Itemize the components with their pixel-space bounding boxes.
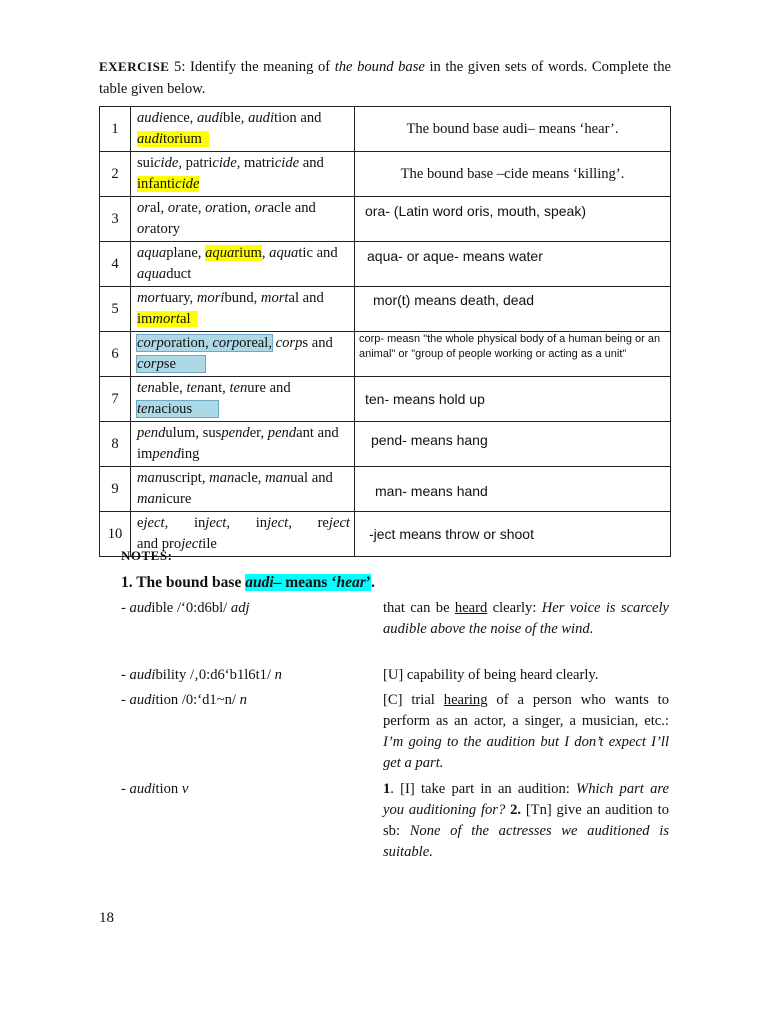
word-set: tenable, tenant, tenure and tenacious (131, 377, 355, 422)
word-set: pendulum, suspender, pendant and impending (131, 422, 355, 467)
row-number: 9 (100, 467, 131, 512)
row-number: 4 (100, 242, 131, 287)
table-row (100, 242, 671, 287)
table-row (100, 152, 671, 197)
row-number: 5 (100, 287, 131, 332)
section-title: 1. The bound base audi– means ‘hear’. (121, 574, 375, 591)
table-row (100, 377, 671, 422)
row-number: 2 (100, 152, 131, 197)
table-row (100, 287, 671, 332)
exercise-number: 5 (174, 59, 182, 75)
table-row (100, 467, 671, 512)
dictionary-definition: [C] trial hearing of a person who wants to perform as an actor, a singer, a musician, etc.: I’m going to the audition but I don’t expect I’ll get a part. (383, 692, 669, 771)
word-set: eject, inject, inject, reject and projectile (131, 512, 355, 557)
word-set: corporation, corporeal, corps and corpse (131, 332, 355, 377)
dictionary-definition: that can be heard clearly: Her voice is scarcely audible above the noise of the wind. (383, 600, 669, 637)
exercise-table (99, 106, 671, 557)
meaning-cell[interactable]: aqua- or aque- means water (355, 242, 671, 287)
table-row (100, 197, 671, 242)
row-number: 3 (100, 197, 131, 242)
page-number: 18 (99, 910, 114, 926)
row-number: 8 (100, 422, 131, 467)
notes-heading: NOTES: (121, 548, 173, 563)
meaning-cell[interactable]: ora- (Latin word oris, mouth, speak) (355, 197, 671, 242)
meaning-cell[interactable]: pend- means hang (355, 422, 671, 467)
meaning-cell[interactable]: corp- measn "the whole physical body of a human being or an animal" or "group of people working or acting as a unit" (355, 332, 671, 377)
meaning-cell[interactable]: mor(t) means death, dead (355, 287, 671, 332)
word-set: suicide, patricide, matricide and infanticide (131, 152, 355, 197)
table-row (100, 422, 671, 467)
table-row (100, 107, 671, 152)
dictionary-definition: 1. [I] take part in an audition: Which part are you auditioning for? 2. [Tn] give an audition to sb: None of the actresses we auditioned is suitable. (383, 781, 669, 860)
dictionary-headword: - audition v (121, 781, 189, 797)
exercise-label: EXERCISE (99, 59, 170, 74)
word-set: mortuary, moribund, mortal and immortal (131, 287, 355, 332)
meaning-cell[interactable]: The bound base audi– means ‘hear’. (355, 107, 671, 152)
meaning-cell[interactable]: ten- means hold up (355, 377, 671, 422)
meaning-cell[interactable]: The bound base –cide means ‘killing’. (355, 152, 671, 197)
row-number: 1 (100, 107, 131, 152)
meaning-cell[interactable]: man- means hand (355, 467, 671, 512)
word-set: manuscript, manacle, manual and manicure (131, 467, 355, 512)
word-set: aquaplane, aquarium, aquatic and aquaduct (131, 242, 355, 287)
row-number: 6 (100, 332, 131, 377)
row-number: 10 (100, 512, 131, 557)
dictionary-headword: - audibility /‚0:d6‘b1l6t1/ n (121, 667, 282, 683)
word-set: oral, orate, oration, oracle and oratory (131, 197, 355, 242)
meaning-cell[interactable]: -ject means throw or shoot (355, 512, 671, 557)
row-number: 7 (100, 377, 131, 422)
exercise-instructions: EXERCISE 5: Identify the meaning of the bound base in the given sets of words. Complete the table given below. (99, 59, 671, 97)
dictionary-definition: [U] capability of being heard clearly. (383, 667, 599, 683)
dictionary-headword: - audible /‘0:d6bl/ adj (121, 600, 250, 616)
table-row (100, 512, 671, 557)
word-set: audience, audible, audition and auditorium (131, 107, 355, 152)
table-row (100, 332, 671, 377)
dictionary-headword: - audition /0:‘d1~n/ n (121, 692, 247, 708)
